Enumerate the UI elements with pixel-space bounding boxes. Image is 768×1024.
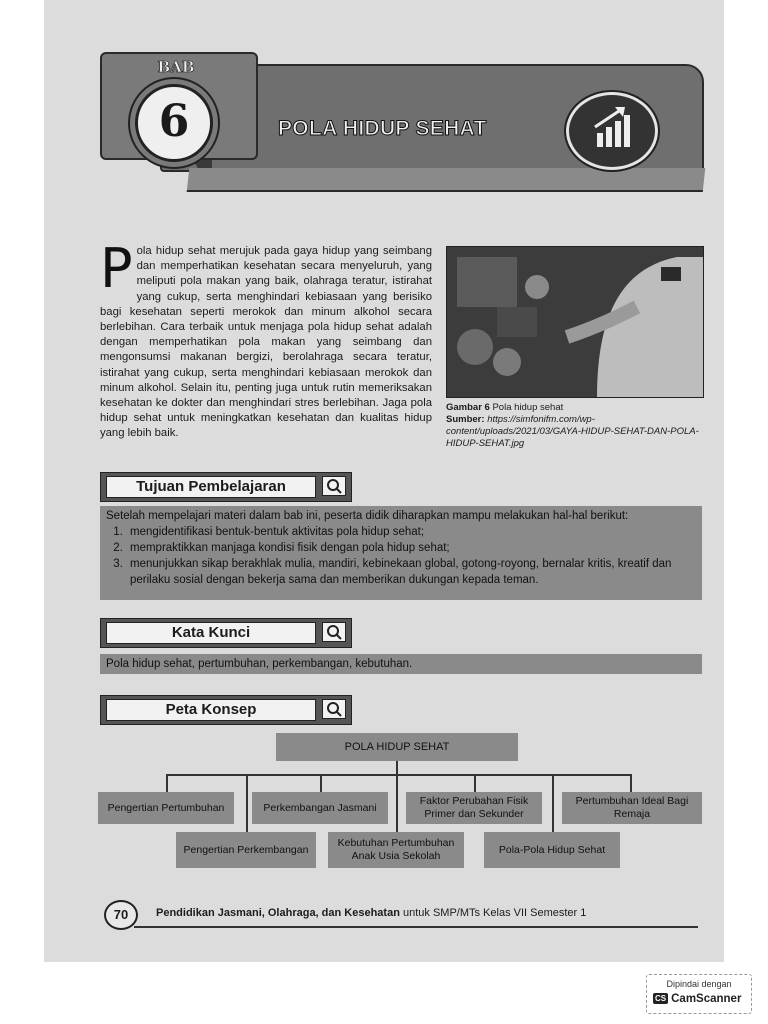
drop-cap: P	[100, 237, 133, 300]
kata-kunci-panel	[100, 654, 702, 674]
peta-konsep-heading: Peta Konsep	[106, 699, 316, 721]
banner-underside	[187, 168, 706, 192]
connector-line	[474, 774, 476, 792]
intro-text: ola hidup sehat merujuk pada gaya hidup yang seimbang dan memperhatikan kesehatan secara menyeluruh, yang meliputi pola makan yang baik, olahraga teratur, istirahat yang cukup, serta menghindari kebiasaan yang berisiko bagi kesehatan seperti merokok dan minum alkohol secara berlebihan. Cara terbaik untuk menjaga pola hidup sehat adalah dengan memperhatikan pola makan yang seimbang dan mengonsumsi makanan bergizi, berolahraga secara teratur, istirahat yang cukup, serta menghindari kebiasaan merokok dan minum alkohol. Selain itu, penting juga untuk rutin memeriksakan kesehatan ke dokter dan menghindari stres berlebihan. Jaga pola hidup sehat untuk meningkatkan kesehatan dan kualitas hidup yang lebih baik.	[100, 245, 432, 440]
concept-node: Pertumbuhan Ideal Bagi Remaja	[562, 792, 702, 824]
connector-line	[246, 774, 248, 832]
scanner-brand	[653, 993, 741, 1005]
healthy-lifestyle-photo	[446, 246, 704, 398]
connector-line	[320, 774, 322, 792]
book-suffix: untuk SMP/MTs Kelas VII Semester 1	[402, 907, 587, 919]
tujuan-item: 1. mengidentifikasi bentuk-bentuk aktivitas pola hidup sehat;	[126, 524, 696, 540]
tujuan-intro: Setelah mempelajari materi dalam bab ini, peserta didik diharapkan mampu melakukan hal-hal berikut:	[106, 510, 629, 522]
scanner-brand-name: CamScanner	[671, 993, 742, 1005]
search-icon	[322, 476, 346, 496]
concept-node: Kebutuhan Pertumbuhan Anak Usia Sekolah	[328, 832, 464, 868]
connector-line	[396, 774, 398, 832]
concept-node: Pengertian Perkembangan	[176, 832, 316, 868]
scanner-watermark	[646, 974, 752, 1014]
footer-rule	[134, 926, 698, 928]
search-icon	[322, 622, 346, 642]
source-url: https://simfonifm.com/wp-content/uploads/2021/03/GAYA-HIDUP-SEHAT-DAN-POLA-HIDUP-SEHAT.jpg	[446, 414, 699, 449]
source-label: Sumber:	[446, 414, 485, 425]
concept-node: Perkembangan Jasmani	[252, 792, 388, 824]
scanner-caption: Dipindai dengan	[666, 979, 732, 989]
connector-line	[166, 774, 168, 792]
figure-caption	[446, 402, 702, 450]
tujuan-item: 2. mempraktikkan manjaga kondisi fisik dengan pola hidup sehat;	[126, 540, 696, 556]
book-title: Pendidikan Jasmani, Olahraga, dan Kesehatan	[156, 907, 400, 919]
tujuan-item: 3. menunjukkan sikap berakhlak mulia, mandiri, kebinekaan global, gotong-royong, bernalar kritis, kreatif dan perilaku sosial dengan bekerja sama dan memberikan dukungan kepada teman.	[126, 556, 696, 588]
chapter-title: POLA HIDUP SEHAT	[278, 117, 487, 140]
connector-line	[630, 774, 632, 792]
page-number: 70	[104, 900, 138, 930]
connector-line	[552, 774, 554, 832]
search-icon	[322, 699, 346, 719]
bar-chart-up-arrow-icon	[566, 92, 658, 170]
connector-line	[166, 774, 632, 776]
kata-kunci-text: Pola hidup sehat, pertumbuhan, perkembangan, kebutuhan.	[106, 658, 413, 670]
concept-node: Faktor Perubahan Fisik Primer dan Sekunder	[406, 792, 542, 824]
kata-kunci-heading: Kata Kunci	[106, 622, 316, 644]
figure-label: Gambar 6	[446, 402, 490, 413]
concept-node: Pengertian Pertumbuhan	[98, 792, 234, 824]
connector-line	[396, 761, 398, 775]
tujuan-panel	[100, 506, 702, 600]
camscanner-logo-icon: CS	[655, 994, 667, 1003]
intro-paragraph	[100, 237, 432, 442]
concept-map-root: POLA HIDUP SEHAT	[276, 733, 518, 761]
concept-node: Pola-Pola Hidup Sehat	[484, 832, 620, 868]
chapter-label: BAB	[157, 58, 195, 76]
figure-title: Pola hidup sehat	[492, 402, 564, 413]
footer-text	[156, 907, 586, 919]
tujuan-heading: Tujuan Pembelajaran	[106, 476, 316, 498]
chapter-number: 6	[158, 96, 190, 147]
